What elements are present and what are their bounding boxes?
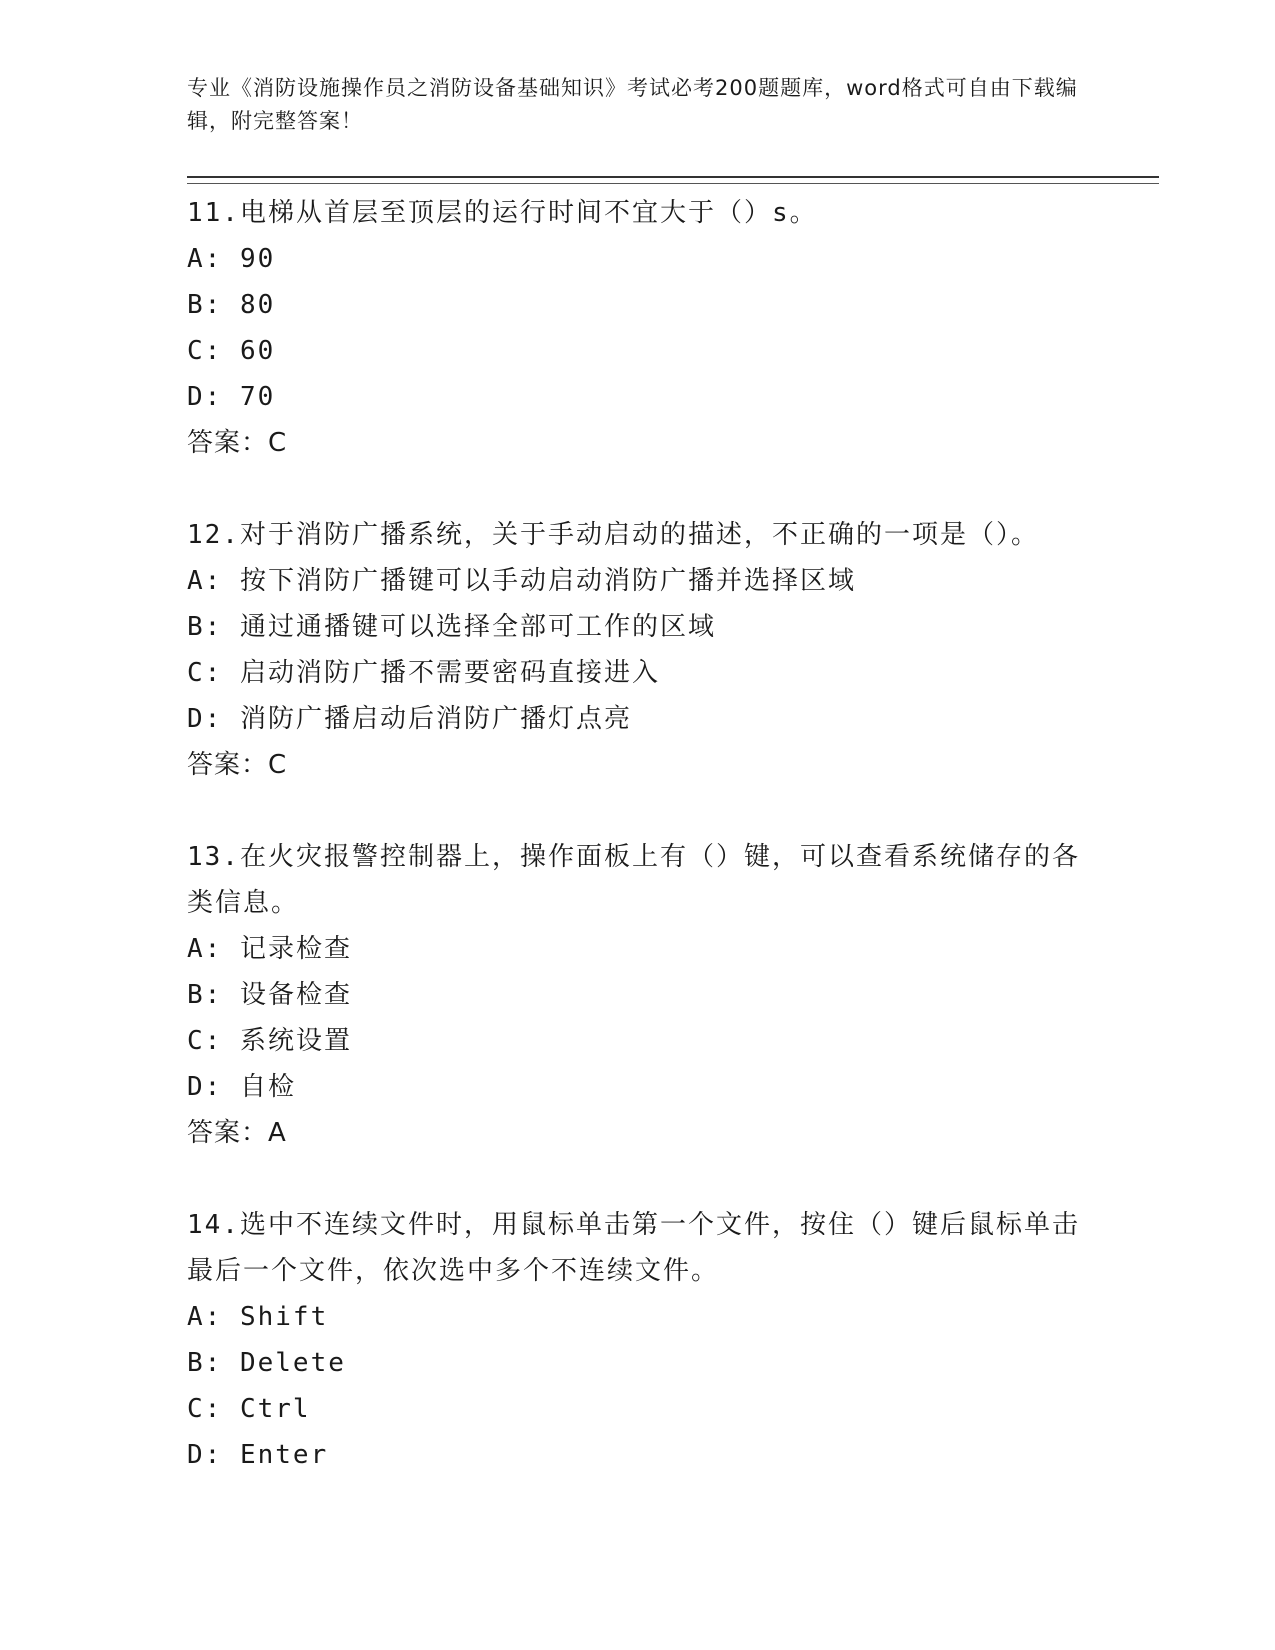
question-12 bbox=[187, 512, 1087, 788]
option-b: B: 80 bbox=[187, 290, 276, 320]
answer: 答案：C bbox=[187, 428, 288, 458]
question-14 bbox=[187, 1202, 1087, 1478]
option-a: A: 90 bbox=[187, 244, 276, 274]
option-b: B: Delete bbox=[187, 1348, 346, 1378]
question-stem: 14.选中不连续文件时，用鼠标单击第一个文件，按住（）键后鼠标单击最后一个文件，依次选中多个不连续文件。 bbox=[187, 1210, 1080, 1286]
option-c: C: 系统设置 bbox=[187, 1026, 352, 1056]
option-c: C: 60 bbox=[187, 336, 276, 366]
answer: 答案：C bbox=[187, 750, 288, 780]
header-divider bbox=[187, 176, 1159, 178]
option-c: C: 启动消防广播不需要密码直接进入 bbox=[187, 658, 660, 688]
option-b: B: 设备检查 bbox=[187, 980, 352, 1010]
question-stem: 11.电梯从首层至顶层的运行时间不宜大于（）s。 bbox=[187, 198, 818, 228]
option-c: C: Ctrl bbox=[187, 1394, 311, 1424]
option-d: D: 消防广播启动后消防广播灯点亮 bbox=[187, 704, 632, 734]
option-a: A: Shift bbox=[187, 1302, 329, 1332]
question-list bbox=[187, 190, 1087, 1524]
option-d: D: 自检 bbox=[187, 1072, 296, 1102]
header-divider-thin bbox=[187, 183, 1159, 184]
option-b: B: 通过通播键可以选择全部可工作的区域 bbox=[187, 612, 716, 642]
answer: 答案：A bbox=[187, 1118, 287, 1148]
option-a: A: 按下消防广播键可以手动启动消防广播并选择区域 bbox=[187, 566, 856, 596]
question-stem: 13.在火灾报警控制器上，操作面板上有（）键，可以查看系统储存的各类信息。 bbox=[187, 842, 1080, 918]
page-header: 专业《消防设施操作员之消防设备基础知识》考试必考200题题库，word格式可自由下载编辑，附完整答案！ bbox=[187, 76, 1078, 133]
question-13 bbox=[187, 834, 1087, 1156]
option-d: D: 70 bbox=[187, 382, 276, 412]
option-d: D: Enter bbox=[187, 1440, 329, 1470]
question-stem: 12.对于消防广播系统，关于手动启动的描述，不正确的一项是（）。 bbox=[187, 520, 1039, 550]
question-11 bbox=[187, 190, 1087, 466]
option-a: A: 记录检查 bbox=[187, 934, 352, 964]
